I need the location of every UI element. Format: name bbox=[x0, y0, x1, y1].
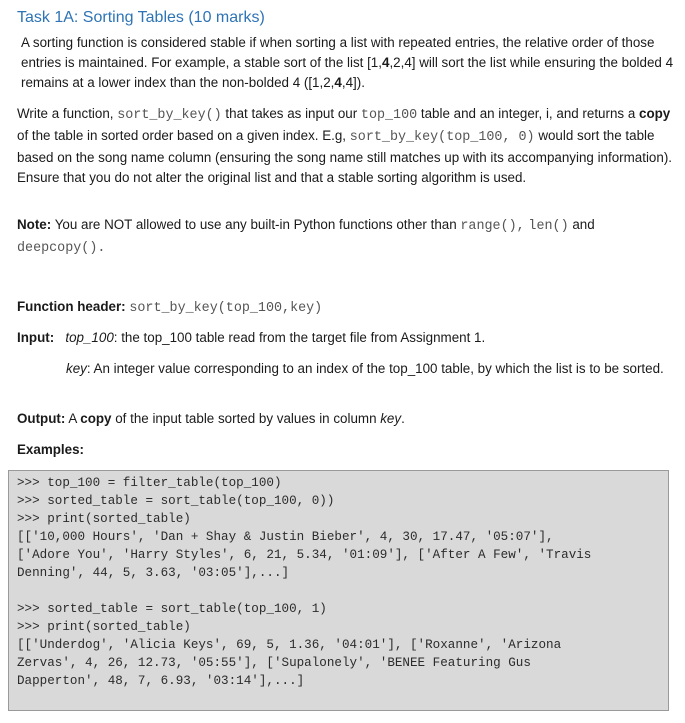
input-line bbox=[17, 328, 485, 348]
function-header-code: sort_by_key(top_100,key) bbox=[129, 301, 323, 316]
code-line: ['Adore You', 'Harry Styles', 6, 21, 5.34, '01:09'], ['After A Few', 'Travis bbox=[17, 548, 592, 562]
desc-text-a: Write a function, bbox=[17, 106, 118, 121]
task-title: Task 1A: Sorting Tables (10 marks) bbox=[17, 9, 265, 26]
desc-text-e: would sort the table based on the song name column (ensuring the song name still matches up with its accompanying information). Ensure that you do not alter the original list and that a stable sorting algorithm is used. bbox=[17, 128, 673, 185]
code-line: [['Underdog', 'Alicia Keys', 69, 5, 1.36, '04:01'], ['Roxanne', 'Arizona bbox=[17, 638, 562, 652]
code-line: Dapperton', 48, 7, 6.93, '03:14'],...] bbox=[17, 674, 305, 688]
code-line: [['10,000 Hours', 'Dan + Shay & Justin Bieber', 4, 30, 17.47, '05:07'], bbox=[17, 530, 554, 544]
param-key-desc: : An integer value corresponding to an index of the top_100 table, by which the list is to be sorted. bbox=[86, 361, 664, 376]
desc-text-c: table and an integer, i, and returns a bbox=[417, 106, 639, 121]
note-text: You are NOT allowed to use any built-in Python functions other than bbox=[51, 217, 461, 232]
copy-bold: copy bbox=[639, 106, 671, 121]
key-param-description bbox=[66, 359, 666, 379]
desc-text-b: that takes as input our bbox=[221, 106, 361, 121]
note-label: Note: bbox=[17, 217, 52, 232]
code-line: >>> print(sorted_table) bbox=[17, 620, 191, 634]
len-code: len() bbox=[528, 219, 569, 234]
code-line: >>> print(sorted_table) bbox=[17, 512, 191, 526]
code-line: Denning', 44, 5, 3.63, '03:05'],...] bbox=[17, 566, 290, 580]
input-label: Input: bbox=[17, 330, 55, 345]
table-name-code: top_100 bbox=[360, 108, 418, 123]
function-header-line bbox=[17, 297, 322, 319]
function-header-label: Function header: bbox=[17, 299, 126, 314]
range-code: range(), bbox=[460, 219, 525, 234]
param-top-100: top_100 bbox=[65, 330, 114, 345]
output-key-italic: key bbox=[380, 411, 402, 426]
output-line bbox=[17, 409, 405, 429]
desc-text-d: of the table in sorted order based on a given index. E.g, bbox=[17, 128, 350, 143]
code-line: >>> sorted_table = sort_table(top_100, 0)) bbox=[17, 494, 335, 508]
code-line-blank bbox=[17, 582, 668, 600]
stable-definition-paragraph bbox=[17, 33, 676, 93]
note-paragraph bbox=[17, 215, 672, 259]
intro-bold-4-result: 4 bbox=[334, 75, 342, 90]
code-line: >>> top_100 = filter_table(top_100) bbox=[17, 476, 282, 490]
note-and: and bbox=[568, 217, 595, 232]
examples-label: Examples: bbox=[17, 442, 84, 457]
intro-text-1: A sorting function is considered stable if when sorting a list with repeated entries, the relative order of those entries is maintained. For example, a stable sort of the list [1, bbox=[21, 35, 655, 70]
output-label: Output: bbox=[17, 411, 66, 426]
code-example-block bbox=[8, 470, 669, 711]
intro-text-2: ,2,4] will sort the list while ensuring the bolded 4 remains at a lower index than the non-bolded 4 ([1,2, bbox=[21, 55, 674, 90]
output-text-c: . bbox=[401, 411, 405, 426]
intro-bold-4: 4 bbox=[381, 55, 390, 70]
function-name-code: sort_by_key() bbox=[117, 108, 222, 123]
intro-text-3: ,4]). bbox=[341, 75, 365, 90]
output-text-b: of the input table sorted by values in column bbox=[111, 411, 381, 426]
param-top-100-desc: : the top_100 table read from the target file from Assignment 1. bbox=[113, 330, 486, 345]
deepcopy-code: deepcopy(). bbox=[17, 241, 106, 256]
code-line: Zervas', 4, 26, 12.73, '05:55'], ['Supalonely', 'BENEE Featuring Gus bbox=[17, 656, 531, 670]
examples-heading bbox=[17, 440, 84, 460]
output-text-a: A bbox=[65, 411, 81, 426]
param-key: key bbox=[66, 361, 87, 376]
output-copy-bold: copy bbox=[80, 411, 112, 426]
example-call-code: sort_by_key(top_100, 0) bbox=[349, 130, 535, 145]
function-description-paragraph bbox=[17, 104, 672, 188]
code-line: >>> sorted_table = sort_table(top_100, 1) bbox=[17, 602, 327, 616]
